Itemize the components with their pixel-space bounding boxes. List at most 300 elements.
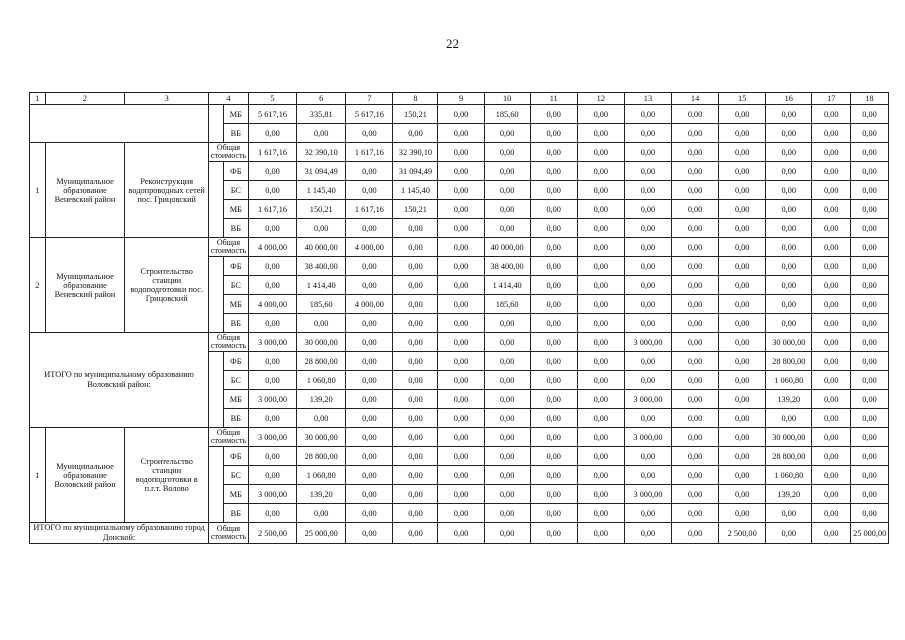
- value-cell: 0,00: [530, 200, 577, 219]
- value-cell: 0,00: [530, 333, 577, 352]
- value-cell: 0,00: [484, 485, 530, 504]
- value-cell: 0,00: [851, 504, 889, 523]
- value-cell: 0,00: [812, 447, 851, 466]
- value-cell: 0,00: [624, 238, 671, 257]
- value-cell: 0,00: [812, 314, 851, 333]
- value-cell: 1 060,80: [766, 466, 812, 485]
- value-cell: 0,00: [530, 257, 577, 276]
- value-cell: 0,00: [624, 162, 671, 181]
- value-cell: 0,00: [851, 314, 889, 333]
- source-label: ВБ: [223, 314, 248, 333]
- value-cell: 0,00: [530, 371, 577, 390]
- value-cell: 1 145,40: [297, 181, 346, 200]
- value-cell: 0,00: [812, 333, 851, 352]
- source-label: ФБ: [223, 257, 248, 276]
- value-cell: 0,00: [766, 504, 812, 523]
- value-cell: 0,00: [393, 447, 438, 466]
- value-cell: 0,00: [624, 219, 671, 238]
- value-cell: 3 000,00: [248, 428, 296, 447]
- value-cell: 0,00: [766, 181, 812, 200]
- value-cell: 1 617,16: [346, 200, 393, 219]
- value-cell: 0,00: [766, 314, 812, 333]
- value-cell: 0,00: [346, 371, 393, 390]
- value-cell: 0,00: [438, 428, 484, 447]
- value-cell: 0,00: [851, 219, 889, 238]
- value-cell: 0,00: [530, 504, 577, 523]
- value-cell: 0,00: [719, 162, 766, 181]
- table-row: [30, 428, 889, 447]
- value-cell: 28 800,00: [766, 447, 812, 466]
- value-cell: 3 000,00: [624, 333, 671, 352]
- value-cell: 30 000,00: [766, 428, 812, 447]
- value-cell: 0,00: [672, 466, 719, 485]
- value-cell: 0,00: [766, 523, 812, 544]
- value-cell: 0,00: [577, 333, 624, 352]
- column-header: 10: [484, 93, 530, 105]
- value-cell: 0,00: [766, 143, 812, 162]
- value-cell: 0,00: [438, 257, 484, 276]
- value-cell: 0,00: [719, 504, 766, 523]
- value-cell: 0,00: [624, 200, 671, 219]
- source-label: ФБ: [223, 352, 248, 371]
- value-cell: 0,00: [672, 143, 719, 162]
- column-header: 15: [719, 93, 766, 105]
- value-cell: 30 000,00: [766, 333, 812, 352]
- value-cell: 0,00: [530, 409, 577, 428]
- value-cell: 139,20: [766, 390, 812, 409]
- header-row: [30, 93, 889, 105]
- value-cell: 31 094,49: [297, 162, 346, 181]
- value-cell: 0,00: [577, 200, 624, 219]
- value-cell: 0,00: [851, 181, 889, 200]
- value-cell: 335,81: [297, 105, 346, 124]
- value-cell: 0,00: [719, 371, 766, 390]
- value-cell: 25 000,00: [297, 523, 346, 544]
- table-row: [30, 238, 889, 257]
- value-cell: 25 000,00: [851, 523, 889, 544]
- value-cell: 0,00: [624, 181, 671, 200]
- value-cell: 0,00: [624, 124, 671, 143]
- value-cell: 0,00: [393, 238, 438, 257]
- value-cell: 0,00: [672, 447, 719, 466]
- value-cell: 0,00: [577, 371, 624, 390]
- value-cell: 0,00: [346, 276, 393, 295]
- value-cell: 0,00: [812, 276, 851, 295]
- value-cell: 0,00: [577, 181, 624, 200]
- value-cell: 0,00: [719, 238, 766, 257]
- total-label: ИТОГО по муниципальному образованию Воловский район:: [30, 333, 209, 428]
- source-label: МБ: [223, 485, 248, 504]
- value-cell: 0,00: [577, 409, 624, 428]
- value-cell: 139,20: [766, 485, 812, 504]
- row-index: 1: [30, 428, 46, 523]
- value-cell: 4 000,00: [346, 238, 393, 257]
- value-cell: 0,00: [624, 105, 671, 124]
- value-cell: 0,00: [851, 238, 889, 257]
- value-cell: 0,00: [851, 466, 889, 485]
- page-number: 22: [446, 36, 459, 51]
- column-header: 12: [577, 93, 624, 105]
- value-cell: 0,00: [248, 276, 296, 295]
- value-cell: 0,00: [346, 181, 393, 200]
- column-header: 5: [248, 93, 296, 105]
- value-cell: 0,00: [766, 162, 812, 181]
- value-cell: 0,00: [438, 390, 484, 409]
- value-cell: 0,00: [438, 314, 484, 333]
- value-cell: 0,00: [530, 447, 577, 466]
- value-cell: 0,00: [484, 333, 530, 352]
- value-cell: 0,00: [484, 143, 530, 162]
- value-cell: 0,00: [530, 181, 577, 200]
- table-row: [30, 105, 889, 124]
- value-cell: 40 000,00: [484, 238, 530, 257]
- value-cell: 0,00: [672, 371, 719, 390]
- value-cell: 0,00: [812, 143, 851, 162]
- source-label: МБ: [223, 200, 248, 219]
- value-cell: 3 000,00: [624, 390, 671, 409]
- source-label: БС: [223, 181, 248, 200]
- table-row: [30, 333, 889, 352]
- value-cell: 0,00: [577, 257, 624, 276]
- project-cell: Реконструкция водопроводных сетей пос. Грицовский: [125, 143, 209, 238]
- value-cell: 0,00: [393, 314, 438, 333]
- including-vertical-label: [209, 352, 224, 428]
- value-cell: 0,00: [812, 219, 851, 238]
- column-header: 11: [530, 93, 577, 105]
- value-cell: 0,00: [438, 105, 484, 124]
- value-cell: 0,00: [672, 523, 719, 544]
- including-vertical-label: [209, 162, 224, 238]
- value-cell: 5 617,16: [346, 105, 393, 124]
- value-cell: 0,00: [719, 466, 766, 485]
- value-cell: 0,00: [812, 124, 851, 143]
- value-cell: 0,00: [393, 371, 438, 390]
- value-cell: 0,00: [297, 219, 346, 238]
- value-cell: 0,00: [530, 276, 577, 295]
- value-cell: 0,00: [812, 371, 851, 390]
- value-cell: 0,00: [393, 333, 438, 352]
- value-cell: 0,00: [530, 143, 577, 162]
- value-cell: 0,00: [484, 371, 530, 390]
- value-cell: 0,00: [393, 504, 438, 523]
- table-row: [30, 143, 889, 162]
- value-cell: 0,00: [346, 485, 393, 504]
- value-cell: 0,00: [624, 352, 671, 371]
- value-cell: 0,00: [719, 447, 766, 466]
- value-cell: 0,00: [766, 124, 812, 143]
- value-cell: 0,00: [812, 105, 851, 124]
- value-cell: 0,00: [393, 523, 438, 544]
- column-header: 3: [125, 93, 209, 105]
- value-cell: 0,00: [438, 124, 484, 143]
- value-cell: 0,00: [393, 352, 438, 371]
- total-label: ИТОГО по муниципальному образованию город Донской:: [30, 523, 209, 544]
- value-cell: 0,00: [812, 390, 851, 409]
- column-header: 8: [393, 93, 438, 105]
- value-cell: 0,00: [248, 447, 296, 466]
- total-cost-label: Общая стоимость: [209, 143, 249, 162]
- value-cell: 0,00: [624, 466, 671, 485]
- value-cell: 0,00: [719, 181, 766, 200]
- value-cell: 139,20: [297, 485, 346, 504]
- value-cell: 4 000,00: [346, 295, 393, 314]
- value-cell: 0,00: [851, 390, 889, 409]
- value-cell: 0,00: [851, 295, 889, 314]
- value-cell: 1 617,16: [248, 143, 296, 162]
- value-cell: 0,00: [530, 295, 577, 314]
- value-cell: 0,00: [484, 409, 530, 428]
- value-cell: 0,00: [719, 143, 766, 162]
- value-cell: 0,00: [438, 352, 484, 371]
- value-cell: 0,00: [672, 219, 719, 238]
- value-cell: 0,00: [766, 276, 812, 295]
- value-cell: 0,00: [812, 257, 851, 276]
- value-cell: 0,00: [393, 428, 438, 447]
- value-cell: 0,00: [484, 523, 530, 544]
- value-cell: 0,00: [530, 352, 577, 371]
- value-cell: 0,00: [672, 485, 719, 504]
- value-cell: 0,00: [484, 219, 530, 238]
- value-cell: 0,00: [248, 219, 296, 238]
- value-cell: 0,00: [672, 352, 719, 371]
- value-cell: 0,00: [851, 447, 889, 466]
- value-cell: 0,00: [812, 352, 851, 371]
- value-cell: 0,00: [577, 219, 624, 238]
- value-cell: 0,00: [438, 504, 484, 523]
- value-cell: 0,00: [672, 162, 719, 181]
- value-cell: 0,00: [624, 409, 671, 428]
- source-label: МБ: [223, 390, 248, 409]
- value-cell: 0,00: [672, 409, 719, 428]
- source-label: ФБ: [223, 162, 248, 181]
- value-cell: 0,00: [530, 314, 577, 333]
- value-cell: 2 500,00: [719, 523, 766, 544]
- source-label: БС: [223, 276, 248, 295]
- value-cell: 1 617,16: [248, 200, 296, 219]
- value-cell: 0,00: [248, 124, 296, 143]
- value-cell: 0,00: [812, 162, 851, 181]
- value-cell: 0,00: [438, 333, 484, 352]
- value-cell: 0,00: [248, 466, 296, 485]
- value-cell: 0,00: [719, 390, 766, 409]
- value-cell: 1 060,80: [297, 466, 346, 485]
- financing-table: [29, 92, 889, 544]
- value-cell: 0,00: [530, 105, 577, 124]
- value-cell: 0,00: [346, 124, 393, 143]
- value-cell: 0,00: [719, 295, 766, 314]
- value-cell: 0,00: [766, 295, 812, 314]
- row-index: 1: [30, 143, 46, 238]
- value-cell: 185,60: [297, 295, 346, 314]
- value-cell: 0,00: [484, 352, 530, 371]
- value-cell: 0,00: [812, 428, 851, 447]
- value-cell: 0,00: [672, 238, 719, 257]
- value-cell: 0,00: [577, 523, 624, 544]
- value-cell: 0,00: [248, 257, 296, 276]
- value-cell: 0,00: [248, 371, 296, 390]
- value-cell: 0,00: [346, 447, 393, 466]
- value-cell: 0,00: [438, 295, 484, 314]
- value-cell: 0,00: [672, 124, 719, 143]
- value-cell: 150,21: [393, 200, 438, 219]
- value-cell: 1 145,40: [393, 181, 438, 200]
- value-cell: 0,00: [672, 105, 719, 124]
- column-header: 6: [297, 93, 346, 105]
- value-cell: 185,60: [484, 105, 530, 124]
- total-cost-label: Общая стоимость: [209, 428, 249, 447]
- value-cell: 0,00: [672, 276, 719, 295]
- value-cell: 0,00: [438, 447, 484, 466]
- value-cell: 0,00: [719, 409, 766, 428]
- value-cell: 0,00: [812, 485, 851, 504]
- value-cell: 0,00: [719, 276, 766, 295]
- value-cell: 0,00: [812, 200, 851, 219]
- value-cell: 0,00: [672, 314, 719, 333]
- value-cell: 32 390,10: [297, 143, 346, 162]
- value-cell: 0,00: [851, 257, 889, 276]
- value-cell: 0,00: [812, 466, 851, 485]
- value-cell: 0,00: [812, 295, 851, 314]
- value-cell: 0,00: [719, 200, 766, 219]
- value-cell: 0,00: [530, 219, 577, 238]
- value-cell: 0,00: [346, 314, 393, 333]
- value-cell: 0,00: [577, 428, 624, 447]
- value-cell: 0,00: [577, 314, 624, 333]
- value-cell: 0,00: [393, 295, 438, 314]
- municipality-cell: Муниципальное образование Веневский район: [45, 238, 125, 333]
- value-cell: 0,00: [530, 390, 577, 409]
- value-cell: 0,00: [484, 447, 530, 466]
- column-header: 4: [209, 93, 249, 105]
- value-cell: 0,00: [484, 200, 530, 219]
- value-cell: 0,00: [624, 314, 671, 333]
- value-cell: 0,00: [812, 504, 851, 523]
- municipality-cell: Муниципальное образование Воловский район: [45, 428, 125, 523]
- value-cell: 0,00: [346, 523, 393, 544]
- total-cost-label: Общая стоимость: [209, 523, 249, 544]
- value-cell: 0,00: [577, 485, 624, 504]
- source-label: ФБ: [223, 447, 248, 466]
- source-label: МБ: [223, 105, 248, 124]
- value-cell: 0,00: [851, 200, 889, 219]
- source-label: БС: [223, 466, 248, 485]
- value-cell: 0,00: [484, 390, 530, 409]
- table-row: [30, 523, 889, 544]
- value-cell: 0,00: [346, 257, 393, 276]
- value-cell: 0,00: [530, 238, 577, 257]
- value-cell: 0,00: [530, 485, 577, 504]
- value-cell: 0,00: [812, 523, 851, 544]
- value-cell: 0,00: [346, 466, 393, 485]
- value-cell: 150,21: [297, 200, 346, 219]
- value-cell: 0,00: [577, 466, 624, 485]
- total-cost-label: Общая стоимость: [209, 333, 249, 352]
- value-cell: 0,00: [719, 485, 766, 504]
- value-cell: 0,00: [851, 105, 889, 124]
- value-cell: 3 000,00: [248, 390, 296, 409]
- value-cell: 0,00: [297, 409, 346, 428]
- value-cell: 0,00: [530, 428, 577, 447]
- value-cell: 0,00: [851, 485, 889, 504]
- column-header: 1: [30, 93, 46, 105]
- value-cell: 30 000,00: [297, 428, 346, 447]
- value-cell: 4 000,00: [248, 295, 296, 314]
- value-cell: 0,00: [672, 390, 719, 409]
- value-cell: 0,00: [530, 523, 577, 544]
- value-cell: 0,00: [438, 276, 484, 295]
- value-cell: 0,00: [346, 504, 393, 523]
- column-header: 7: [346, 93, 393, 105]
- value-cell: 1 414,40: [297, 276, 346, 295]
- value-cell: 0,00: [297, 124, 346, 143]
- value-cell: 0,00: [851, 371, 889, 390]
- column-header: 14: [672, 93, 719, 105]
- value-cell: 0,00: [484, 162, 530, 181]
- value-cell: 1 060,80: [766, 371, 812, 390]
- value-cell: 0,00: [393, 409, 438, 428]
- value-cell: 2 500,00: [248, 523, 296, 544]
- value-cell: 0,00: [393, 276, 438, 295]
- value-cell: 0,00: [766, 257, 812, 276]
- value-cell: 0,00: [719, 428, 766, 447]
- value-cell: 0,00: [393, 466, 438, 485]
- value-cell: 0,00: [346, 333, 393, 352]
- value-cell: 0,00: [393, 124, 438, 143]
- value-cell: 28 800,00: [297, 352, 346, 371]
- value-cell: 0,00: [393, 390, 438, 409]
- value-cell: 0,00: [851, 428, 889, 447]
- value-cell: 0,00: [719, 352, 766, 371]
- value-cell: 0,00: [577, 352, 624, 371]
- source-label: МБ: [223, 295, 248, 314]
- source-label: ВБ: [223, 504, 248, 523]
- source-label: ВБ: [223, 409, 248, 428]
- value-cell: 0,00: [624, 447, 671, 466]
- including-vertical-label: [209, 257, 224, 333]
- value-cell: 30 000,00: [297, 333, 346, 352]
- column-header: 17: [812, 93, 851, 105]
- value-cell: 0,00: [393, 485, 438, 504]
- value-cell: 0,00: [484, 504, 530, 523]
- value-cell: 0,00: [766, 200, 812, 219]
- value-cell: 0,00: [297, 504, 346, 523]
- source-label: ВБ: [223, 219, 248, 238]
- value-cell: 0,00: [624, 276, 671, 295]
- value-cell: 0,00: [624, 504, 671, 523]
- value-cell: 185,60: [484, 295, 530, 314]
- value-cell: 0,00: [438, 200, 484, 219]
- value-cell: 0,00: [484, 314, 530, 333]
- value-cell: 0,00: [719, 124, 766, 143]
- value-cell: 0,00: [719, 314, 766, 333]
- value-cell: 3 000,00: [624, 485, 671, 504]
- value-cell: 0,00: [346, 162, 393, 181]
- value-cell: 0,00: [672, 333, 719, 352]
- value-cell: 38 400,00: [297, 257, 346, 276]
- value-cell: 0,00: [248, 409, 296, 428]
- municipality-cell: Муниципальное образование Веневский район: [45, 143, 125, 238]
- value-cell: 0,00: [577, 276, 624, 295]
- value-cell: 0,00: [346, 390, 393, 409]
- source-label: ВБ: [223, 124, 248, 143]
- value-cell: 0,00: [248, 314, 296, 333]
- value-cell: 0,00: [438, 523, 484, 544]
- value-cell: 0,00: [624, 257, 671, 276]
- value-cell: 0,00: [346, 219, 393, 238]
- value-cell: 0,00: [393, 219, 438, 238]
- value-cell: 0,00: [624, 523, 671, 544]
- value-cell: 0,00: [438, 371, 484, 390]
